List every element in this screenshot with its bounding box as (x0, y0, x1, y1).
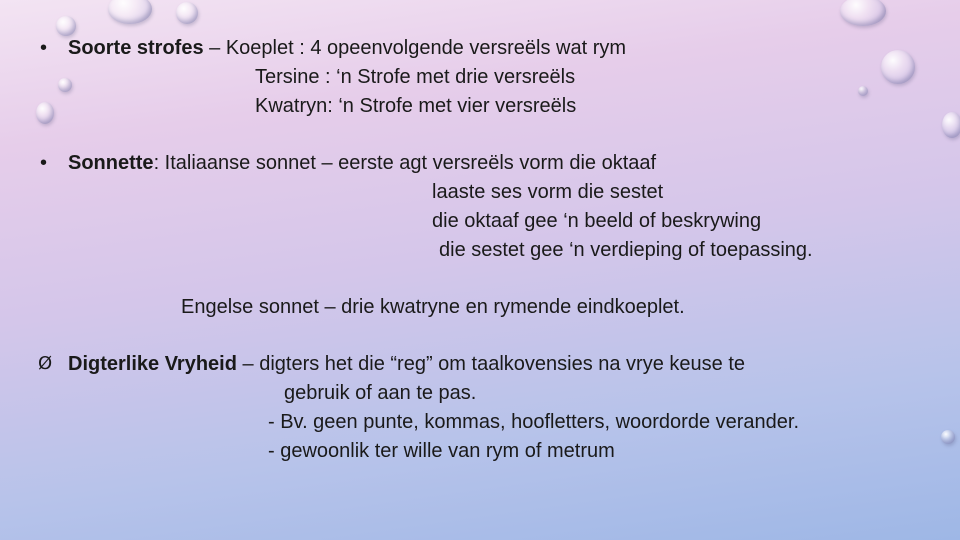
strofes-term: Soorte strofes (68, 37, 204, 59)
strofes-kwatryn: Kwatryn: ‘n Strofe met vier versreëls (255, 95, 577, 117)
vryheid-reg: – digters het die “reg” om taalkovensies na vrye keuse te (236, 353, 746, 375)
strofes-koeplet: – Koeplet : 4 opeenvolgende versreëls wat rym (203, 37, 627, 59)
sonnette-engelse: Engelse sonnet – drie kwatryne en rymende eindkoeplet. (181, 296, 685, 318)
water-drop-decoration (56, 16, 76, 36)
water-drop-decoration (176, 2, 198, 24)
vryheid-voorbeeld: - Bv. geen punte, kommas, hoofletters, woordorde verander. (268, 411, 800, 433)
bullet-strofes: • (40, 37, 48, 59)
arrow-bullet-vryheid: Ø (38, 353, 53, 374)
water-drop-decoration (858, 86, 868, 96)
vryheid-term: Digterlike Vryheid (68, 353, 237, 375)
vryheid-line-1 (68, 352, 745, 376)
bullet-sonnette: • (40, 152, 48, 174)
vryheid-rym-metrum: - gewoonlik ter wille van rym of metrum (268, 440, 615, 462)
sonnette-term: Sonnette (68, 152, 154, 174)
strofes-tersine: Tersine : ‘n Strofe met drie versreëls (255, 66, 576, 88)
water-drop-decoration (58, 78, 72, 92)
water-drop-decoration (840, 0, 886, 26)
strofes-line-1 (68, 36, 626, 60)
water-drop-decoration (108, 0, 152, 24)
sonnette-line-1 (68, 151, 656, 175)
water-drop-decoration (941, 430, 955, 444)
sonnette-italiaanse: : Italiaanse sonnet – eerste agt versreëls vorm die oktaaf (153, 152, 657, 174)
sonnette-sestet: laaste ses vorm die sestet (432, 181, 664, 203)
water-drop-decoration (36, 102, 54, 124)
water-drop-decoration (942, 112, 960, 138)
water-drop-decoration (881, 50, 915, 84)
sonnette-oktaaf-beeld: die oktaaf gee ‘n beeld of beskrywing (432, 210, 762, 232)
sonnette-sestet-verdieping: die sestet gee ‘n verdieping of toepassing. (439, 239, 813, 261)
vryheid-gebruik: gebruik of aan te pas. (284, 382, 477, 404)
